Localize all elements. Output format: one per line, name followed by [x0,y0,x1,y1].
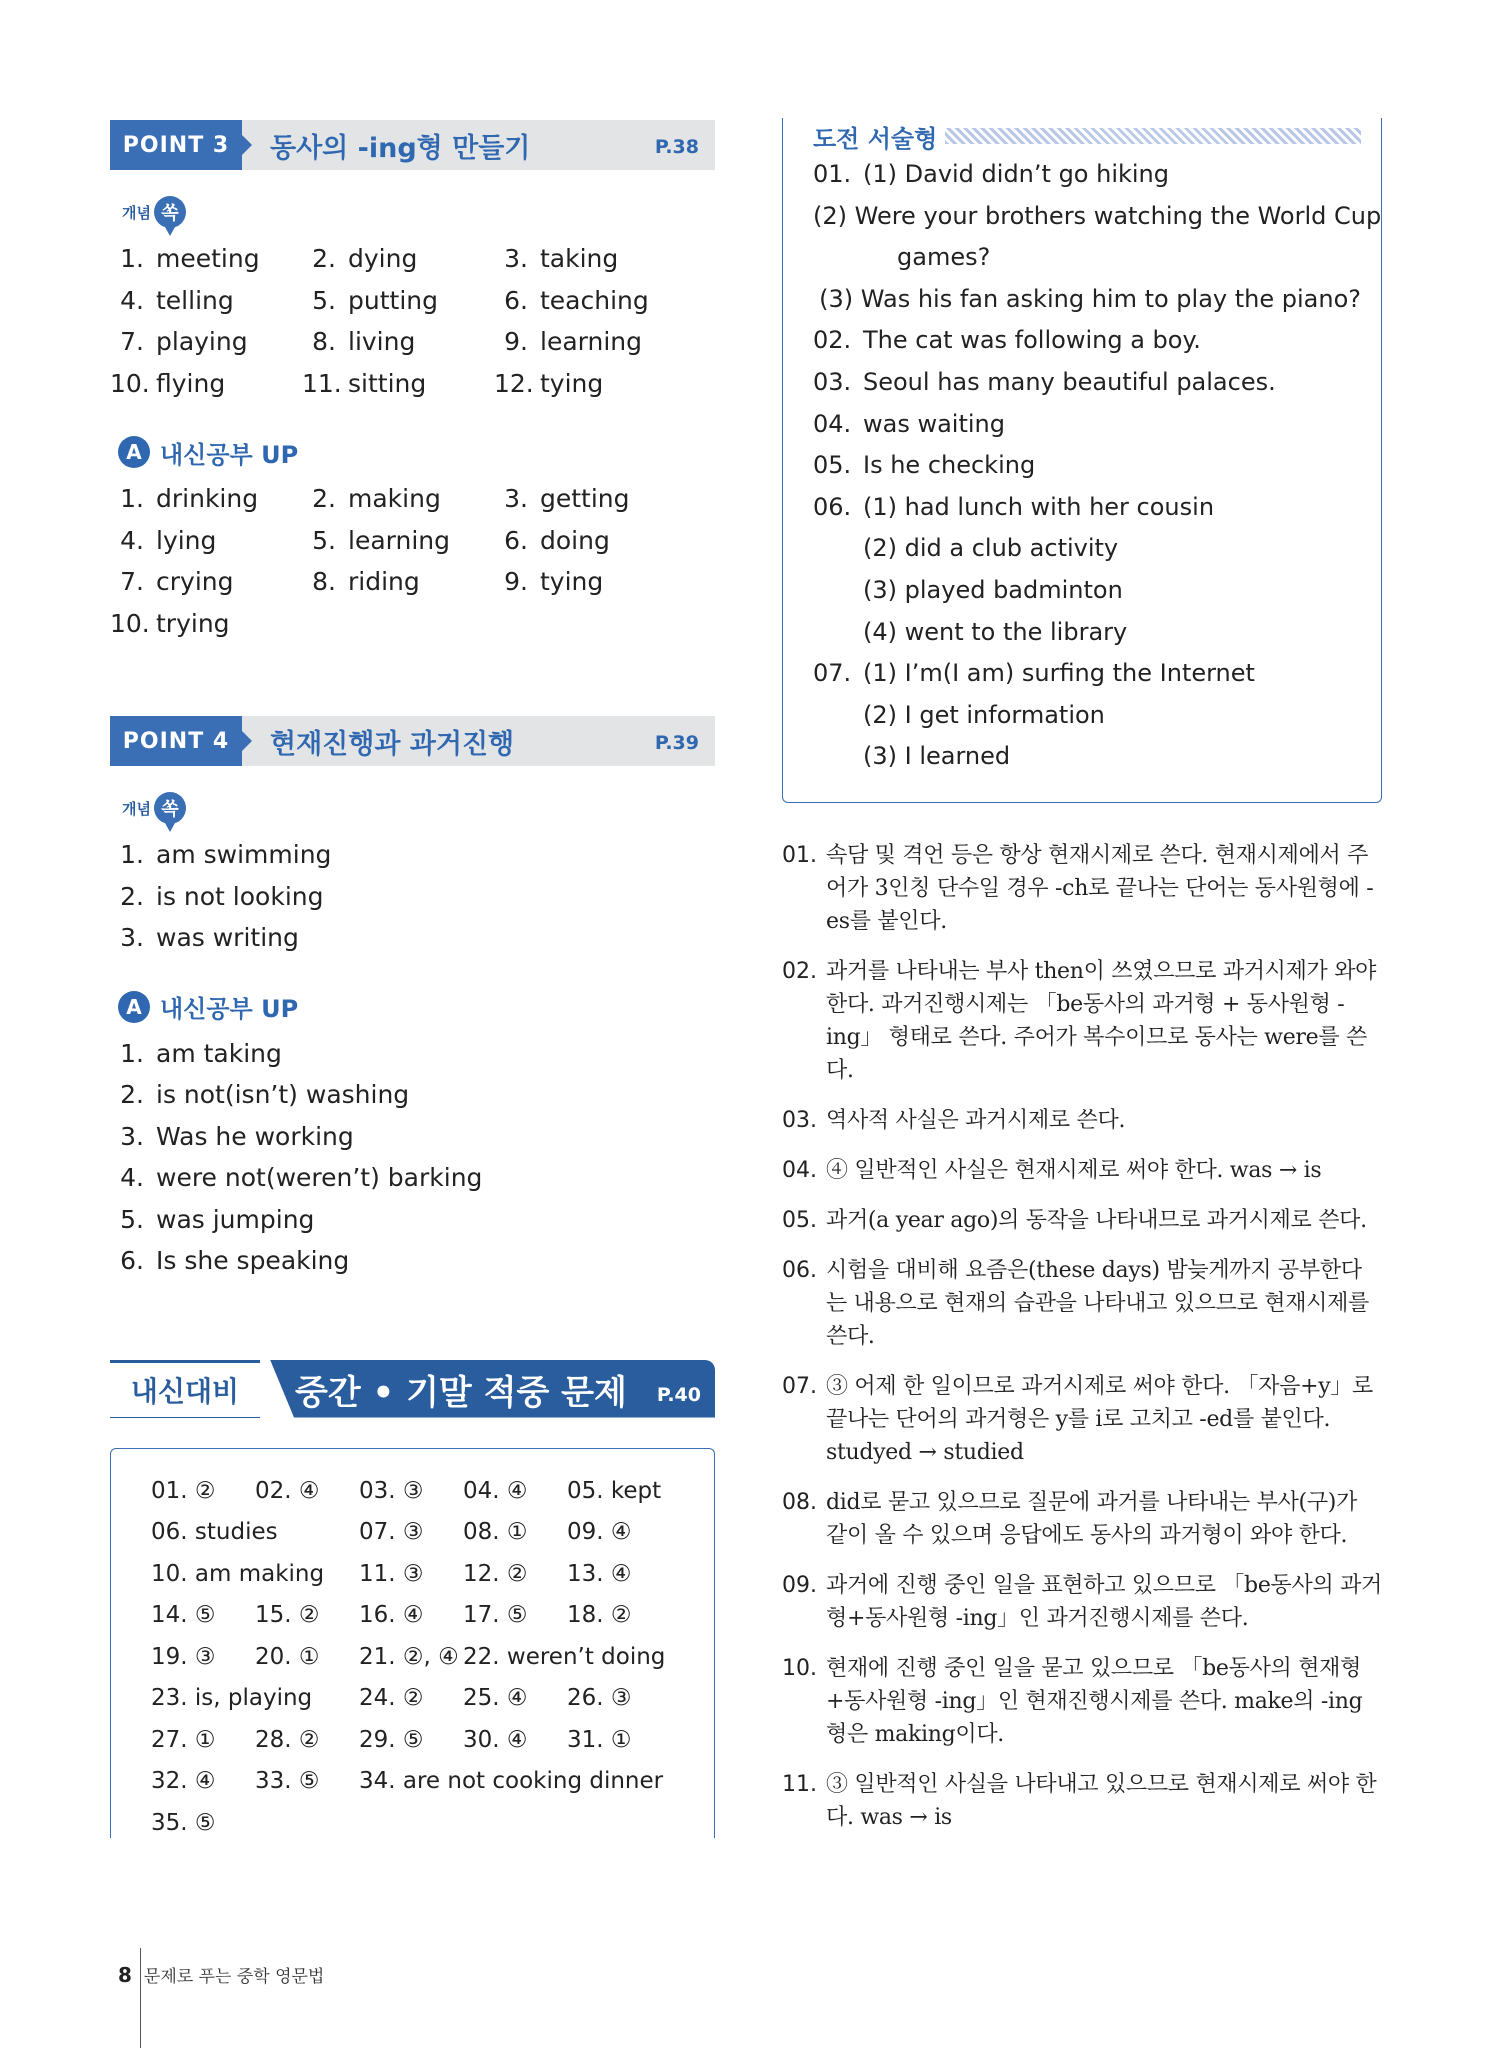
exam-answer: 10. am making [151,1560,325,1587]
answer-number: 9. [504,327,528,356]
answer-item [302,561,494,603]
exam-row [151,1803,714,1845]
exam-answer: 20. ① [255,1643,320,1670]
answer-number: 1. [120,484,144,513]
answer-text: putting [348,285,438,315]
footer [118,1962,324,1987]
answer-text: learning [540,327,642,356]
explanation-text: 과거에 진행 중인 일을 표현하고 있으므로 「be동사의 과거형+동사원형 -ing」인 과거진행시제를 쓴다. [826,1573,1383,1631]
explanation-number: 04. [782,1158,817,1183]
answer-number: 6. [504,525,528,555]
point3-header [110,120,715,170]
answer-text: was jumping [156,1204,315,1234]
explanation-text: ③ 어제 한 일이므로 과거시제로 써야 한다. 「자음+y」로 끝나는 단어의 과거형은 y를 i로 고치고 -ed를 붙인다. studyed → studied [826,1374,1373,1465]
answer-text: getting [540,484,630,513]
exam-answer [463,1803,567,1845]
explanation-text: 과거(a year ago)의 동작을 나타내므로 과거시제로 쓴다. [826,1208,1367,1233]
answer-item [494,238,686,280]
point3-page: P.38 [654,136,699,158]
answer-text: am taking [156,1038,282,1068]
point3-title: 동사의 -ing형 만들기 [270,132,531,164]
challenge-number [813,528,863,570]
answer-number: 2. [312,244,336,273]
challenge-line [813,320,1361,362]
answer-item [494,561,686,603]
explanation-item [782,1652,1382,1751]
challenge-text: Is he checking [863,451,1036,480]
exam-answer: 18. ② [567,1602,632,1628]
answer-number: 10. [110,608,150,638]
answer-text: tying [540,567,604,596]
exam-page: P.40 [656,1383,701,1406]
answer-number: 4. [120,285,144,315]
challenge-number [813,612,863,654]
exam-answer: 30. ④ [463,1726,528,1753]
exam-answer: 25. ④ [463,1685,528,1711]
answer-text: Was he working [156,1121,354,1151]
exam-answer [255,1554,359,1596]
challenge-number: 06. [813,492,852,521]
answer-text: flying [156,368,226,398]
answer-text: meeting [156,244,260,273]
challenge-number: 04. [813,409,852,438]
answer-text: sitting [348,368,427,398]
challenge-line [813,695,1361,737]
exam-answer: 19. ③ [151,1643,216,1670]
answer-number: 12. [494,368,534,398]
exam-answer: 14. ⑤ [151,1602,216,1628]
exam-answer: 22. weren’t doing [463,1643,666,1670]
explanation-number: 02. [782,959,817,984]
answer-item [110,363,302,405]
challenge-text: games? [897,243,991,272]
point4-up-header [118,987,715,1027]
challenge-number [813,570,863,612]
challenge-header [813,118,1361,154]
exam-left-label: 내신대비 [110,1360,260,1418]
exam-row [151,1761,714,1803]
explanation-text: 현재에 진행 중인 일을 묻고 있으므로 「be동사의 현재형+동사원형 -ing」인 현재진행시제를 쓴다. make의 -ing형은 making이다. [826,1656,1363,1747]
answer-item [302,238,494,280]
answer-item [302,321,494,363]
explanation-item [782,1486,1382,1552]
exam-row [151,1720,714,1762]
answer-item [110,1157,715,1199]
concept-label: 개념 [122,799,151,818]
answer-item [110,917,715,959]
page-number: 8 [118,1962,132,1987]
answer-number: 9. [504,567,528,596]
answer-number: 3. [120,1121,144,1151]
point3-answers [110,238,715,404]
challenge-line [813,279,1361,321]
answer-number: 8. [312,327,336,356]
answer-item [110,280,302,322]
answer-item [494,363,686,405]
point4-concept-badge [122,788,715,828]
answer-item [302,478,494,520]
explanation-item [782,1768,1382,1834]
answer-number: 5. [312,285,336,315]
answer-number: 3. [504,244,528,273]
left-column [110,120,715,1838]
answer-text: am swimming [156,840,332,869]
answer-item [110,520,302,562]
challenge-line [813,528,1361,570]
exam-answer: 26. ③ [567,1685,632,1711]
answer-item [110,876,715,918]
answer-number: 7. [120,567,144,596]
exam-answer [255,1678,359,1720]
answer-item [302,520,494,562]
answer-item [110,238,302,280]
explanation-item [782,1104,1382,1137]
exam-answer: 07. ③ [359,1519,424,1545]
exam-answer [255,1803,359,1845]
challenge-line [813,612,1361,654]
exam-answer: 31. ① [567,1726,632,1753]
challenge-text: (4) went to the library [863,617,1128,646]
answer-number: 5. [120,1204,144,1234]
exam-answer [463,1761,567,1803]
exam-title: 중간 • 기말 적중 문제 [295,1372,627,1413]
exam-answer: 29. ⑤ [359,1726,424,1753]
answer-item [494,478,686,520]
answer-number: 6. [120,1246,144,1275]
challenge-line [813,362,1361,404]
answer-text: living [348,327,416,356]
challenge-line [813,736,1361,778]
answer-number: 10. [110,368,150,398]
explanation-number: 11. [782,1772,817,1797]
challenge-number: 05. [813,451,852,480]
answer-text: tying [540,368,604,398]
answer-text: riding [348,567,420,596]
answer-number: 5. [312,525,336,555]
answer-text: trying [156,608,230,638]
answer-item [110,1240,715,1282]
answer-number: 2. [120,1080,144,1109]
answer-text: was writing [156,923,299,952]
challenge-number [813,237,863,279]
challenge-text: (1) had lunch with her cousin [863,492,1215,521]
explanation-text: 시험을 대비해 요즘은(these days) 밤늦게까지 공부한다는 내용으로 현재의 습관을 나타내고 있으므로 현재시제를 쓴다. [826,1258,1370,1349]
explanation-number: 07. [782,1374,817,1399]
explanation-item [782,1370,1382,1469]
challenge-line [813,237,1361,279]
point3-up-answers [110,478,715,644]
challenge-text: Seoul has many beautiful palaces. [863,367,1276,396]
explanation-number: 05. [782,1208,817,1233]
answer-text: doing [540,525,610,555]
concept-icon: 쏙 [154,792,186,824]
point3-concept-badge [122,192,715,232]
exam-answer-box [110,1448,715,1838]
point4-up-answers [110,1033,715,1282]
exam-answer: 27. ① [151,1726,216,1753]
point3-tag: POINT 3 [110,120,242,170]
explanation-item [782,1204,1382,1237]
point4-answers [110,834,715,959]
answer-text: is not(isn’t) washing [156,1080,410,1109]
explanation-item [782,1154,1382,1187]
answer-item [494,321,686,363]
explanation-number: 10. [782,1656,817,1681]
answer-text: were not(weren’t) barking [156,1163,483,1192]
challenge-text: (2) did a club activity [863,534,1119,563]
hatch-decoration [945,128,1361,144]
challenge-text: (3) Was his fan asking him to play the piano? [819,284,1361,313]
challenge-text: (3) I learned [863,742,1011,771]
exam-answer: 16. ④ [359,1602,424,1628]
answer-item [110,1033,715,1075]
challenge-line [813,196,1382,238]
answer-number: 7. [120,327,144,356]
explanation-text: 속담 및 격언 등은 항상 현재시제로 쓴다. 현재시제에서 주어가 3인칭 단수일 경우 -ch로 끝나는 단어는 동사원형에 -es를 붙인다. [826,843,1374,934]
answer-number: 1. [120,1038,144,1068]
explanation-text: 역사적 사실은 과거시제로 쓴다. [826,1108,1126,1133]
challenge-number: 07. [813,659,852,688]
exam-answer: 13. ④ [567,1560,632,1587]
challenge-box [782,118,1382,803]
up-title: 내신공부 UP [160,995,299,1023]
challenge-line [813,487,1361,529]
exam-answer: 34. are not cooking dinner [359,1768,664,1794]
challenge-number: 03. [813,367,852,396]
explanation-item [782,1569,1382,1635]
exam-answer: 08. ① [463,1519,528,1545]
exam-answer [255,1512,359,1554]
exam-answer: 24. ② [359,1685,424,1711]
answer-number: 1. [120,840,144,869]
exam-row [151,1637,714,1679]
challenge-text: (3) played badminton [863,575,1123,604]
answer-text: learning [348,525,450,555]
exam-answer: 06. studies [151,1519,278,1545]
exam-answer [359,1803,463,1845]
answer-item [302,280,494,322]
explanation-text: ③ 일반적인 사실을 나타내고 있으므로 현재시제로 써야 한다. was → is [826,1772,1377,1830]
right-column [782,118,1382,1851]
answer-item [110,478,302,520]
challenge-text: was waiting [863,409,1005,438]
answer-item [494,280,686,322]
exam-answer: 35. ⑤ [151,1809,216,1836]
challenge-line [813,445,1361,487]
answer-text: telling [156,285,234,315]
exam-answer: 28. ② [255,1726,320,1753]
answer-item [110,1199,715,1241]
exam-answer: 01. ② [151,1477,216,1504]
explanation-text: 과거를 나타내는 부사 then이 쓰였으므로 과거시제가 와야 한다. 과거진행시제는 「be동사의 과거형 + 동사원형 -ing」 형태로 쓴다. 주어가 복수이므로 동사는 were를 쓴다. [826,959,1377,1083]
answer-number: 4. [120,525,144,555]
explanation-text: did로 묻고 있으므로 질문에 과거를 나타내는 부사(구)가 같이 올 수 있으며 응답에도 동사의 과거형이 와야 한다. [826,1490,1358,1548]
exam-row [151,1512,714,1554]
challenge-text: The cat was following a boy. [863,326,1201,355]
answer-item [110,1074,715,1116]
answer-item [494,520,686,562]
exam-answer: 15. ② [255,1602,320,1628]
answer-item [110,1116,715,1158]
point4-header [110,716,715,766]
answer-number: 6. [504,285,528,315]
answer-item [110,561,302,603]
answer-text: dying [348,244,418,273]
answer-number: 2. [312,484,336,513]
explanation-text: ④ 일반적인 사실은 현재시제로 써야 한다. was → is [826,1158,1322,1183]
exam-answer: 17. ⑤ [463,1602,528,1628]
point4-title: 현재진행과 과거진행 [270,728,515,760]
explanations [782,839,1382,1834]
exam-row [151,1471,714,1513]
exam-answer: 21. ②, ④ [359,1643,459,1670]
challenge-number [813,736,863,778]
explanation-number: 01. [782,843,817,868]
answer-item [110,603,302,645]
answer-number: 3. [504,484,528,513]
exam-answer: 32. ④ [151,1768,216,1794]
point4-page: P.39 [654,732,699,754]
a-badge-icon: A [118,991,150,1023]
challenge-text: (1) David didn’t go hiking [863,160,1169,188]
challenge-line [813,570,1361,612]
challenge-text: (2) Were your brothers watching the World Cup [813,201,1382,230]
answer-item [302,363,494,405]
point3-up-header [118,432,715,472]
up-title: 내신공부 UP [160,440,299,469]
answer-item [110,834,715,876]
explanation-number: 06. [782,1258,817,1283]
explanation-number: 09. [782,1573,817,1598]
answer-text: is not looking [156,881,324,911]
concept-icon: 쏙 [154,196,186,228]
answer-text: crying [156,567,234,596]
answer-text: teaching [540,285,649,315]
answer-text: making [348,484,441,513]
a-badge-icon: A [118,436,150,468]
exam-answer: 33. ⑤ [255,1768,320,1794]
exam-answer: 11. ③ [359,1560,424,1587]
exam-answer: 03. ③ [359,1477,424,1504]
answer-text: Is she speaking [156,1246,350,1275]
exam-answer: 05. kept [567,1477,662,1504]
exam-answer [567,1803,687,1845]
exam-header [110,1360,715,1418]
exam-row [151,1554,714,1596]
exam-answer [567,1761,687,1803]
answer-text: drinking [156,484,259,513]
exam-row [151,1678,714,1720]
answer-number: 1. [120,244,144,273]
exam-answer: 12. ② [463,1560,528,1587]
explanation-item [782,1254,1382,1353]
answer-number: 2. [120,881,144,911]
challenge-number [813,695,863,737]
exam-answer: 04. ④ [463,1477,528,1504]
challenge-number: 02. [813,326,852,355]
explanation-item [782,839,1382,938]
challenge-text: (2) I get information [863,700,1105,729]
challenge-line [813,653,1361,695]
answer-number: 8. [312,567,336,596]
answer-number: 3. [120,923,144,952]
exam-answer [567,1637,687,1679]
exam-answer: 02. ④ [255,1477,320,1504]
answer-text: taking [540,244,619,273]
concept-label: 개념 [122,203,151,222]
challenge-line [813,404,1361,446]
exam-answer: 09. ④ [567,1519,632,1545]
answer-number: 11. [302,368,342,398]
challenge-line [813,154,1361,196]
challenge-title: 도전 서술형 [813,124,938,153]
exam-answer: 23. is, playing [151,1685,313,1711]
challenge-number: 01. [813,160,852,188]
answer-number: 4. [120,1163,144,1192]
exam-row [151,1595,714,1637]
book-title: 문제로 푸는 중학 영문법 [143,1967,325,1987]
answer-item [110,321,302,363]
challenge-text: (1) I’m(I am) surfing the Internet [863,659,1255,688]
challenge-answers [813,154,1382,778]
answer-text: playing [156,327,248,356]
explanation-number: 03. [782,1108,817,1133]
explanation-number: 08. [782,1490,817,1515]
point4-tag: POINT 4 [110,716,242,766]
answer-text: lying [156,525,217,555]
explanation-item [782,955,1382,1087]
